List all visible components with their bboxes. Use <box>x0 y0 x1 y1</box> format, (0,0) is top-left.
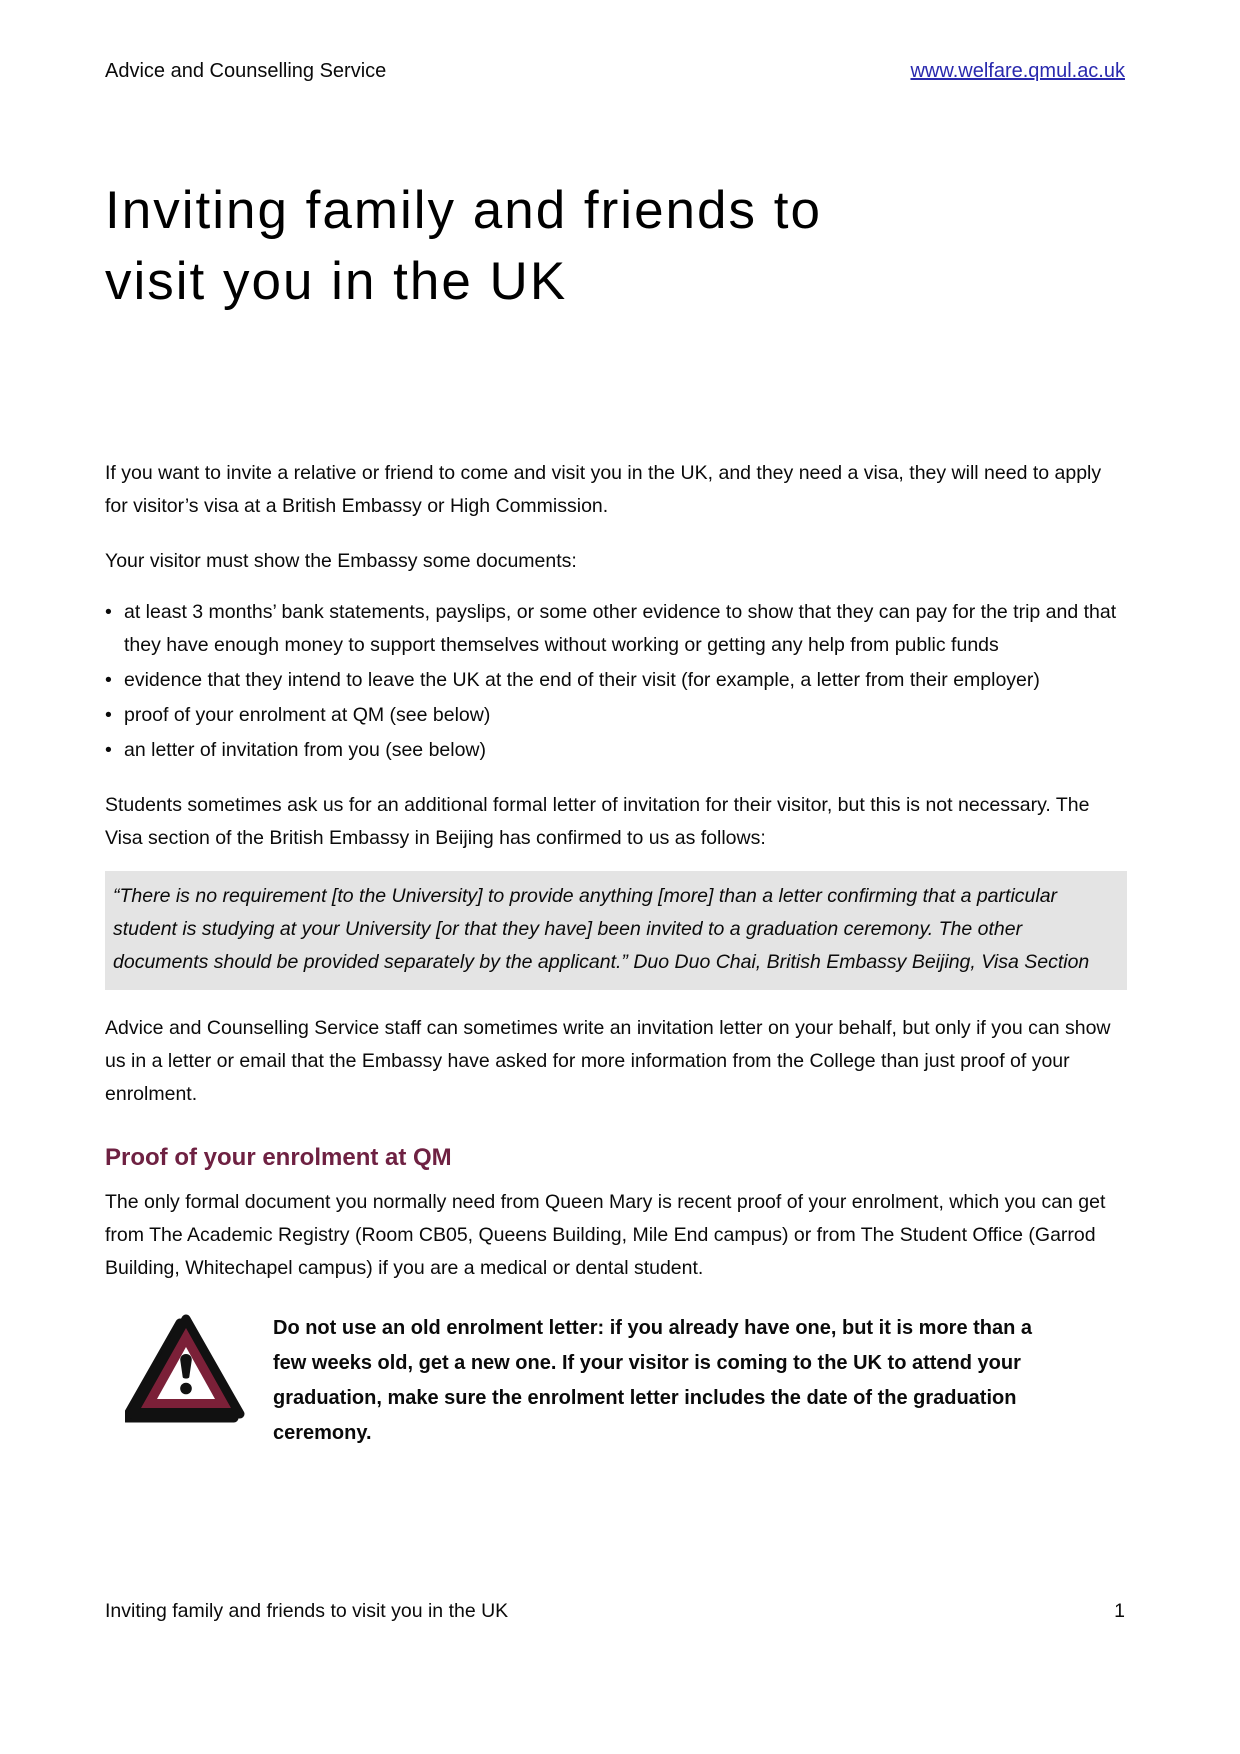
footer-page-number: 1 <box>1114 1600 1125 1622</box>
page-header <box>105 60 1125 83</box>
warning-block <box>105 1311 1125 1451</box>
page-title-line-2: visit you in the UK <box>105 252 568 311</box>
warning-text: Do not use an old enrolment letter: if you already have one, but it is more than a few weeks old, get a new one. If your visitor is coming to the UK to attend your graduation, make sure the enrolment letter includes the date of the graduation ceremony. <box>273 1317 1033 1444</box>
page-footer <box>105 1600 1125 1623</box>
header-website-link[interactable]: www.welfare.qmul.ac.uk <box>910 60 1125 82</box>
page-title-line-1: Inviting family and friends to <box>105 181 822 240</box>
warning-triangle-icon <box>125 1311 247 1434</box>
page-title <box>105 175 1125 317</box>
list-item: • evidence that they intend to leave the UK at the end of their visit (for example, a letter from their employer) <box>105 664 1125 697</box>
intro-paragraph: If you want to invite a relative or friend to come and visit you in the UK, and they need a visa, they will need to apply for visitor’s visa at a British Embassy or High Commission. <box>105 462 1102 517</box>
documents-intro-paragraph: Your visitor must show the Embassy some documents: <box>105 550 577 572</box>
list-item: • at least 3 months’ bank statements, payslips, or some other evidence to show that they can pay for the trip and that they have enough money to support themselves without working or getting any help from public funds <box>105 596 1125 662</box>
footer-document-title: Inviting family and friends to visit you in the UK <box>105 1600 509 1622</box>
section-heading-proof-of-enrolment: Proof of your enrolment at QM <box>105 1144 452 1171</box>
document-body <box>105 457 1125 1451</box>
header-service-name: Advice and Counselling Service <box>105 60 387 82</box>
documents-bullet-list <box>105 596 1125 767</box>
embassy-quote-block: “There is no requirement [to the University] to provide anything [more] than a letter confirming that a particular student is studying at your University [or that they have] been invited to a graduation ceremony. The other documents should be provided separately by the applicant.” Duo Duo Chai, British Embassy Beijing, Visa Section <box>105 871 1127 990</box>
acs-paragraph: Advice and Counselling Service staff can sometimes write an invitation letter on your behalf, but only if you can show us in a letter or email that the Embassy have asked for more information from the College than just proof of your enrolment. <box>105 1017 1111 1105</box>
list-item: • an letter of invitation from you (see below) <box>105 734 1125 767</box>
enrolment-paragraph: The only formal document you normally need from Queen Mary is recent proof of your enrolment, which you can get from The Academic Registry (Room CB05, Queens Building, Mile End campus) or from The Student Office (Garrod Building, Whitechapel campus) if you are a medical or dental student. <box>105 1191 1106 1279</box>
students-paragraph: Students sometimes ask us for an additional formal letter of invitation for their visitor, but this is not necessary. The Visa section of the British Embassy in Beijing has confirmed to us as follows: <box>105 794 1090 849</box>
list-item: • proof of your enrolment at QM (see below) <box>105 699 1125 732</box>
